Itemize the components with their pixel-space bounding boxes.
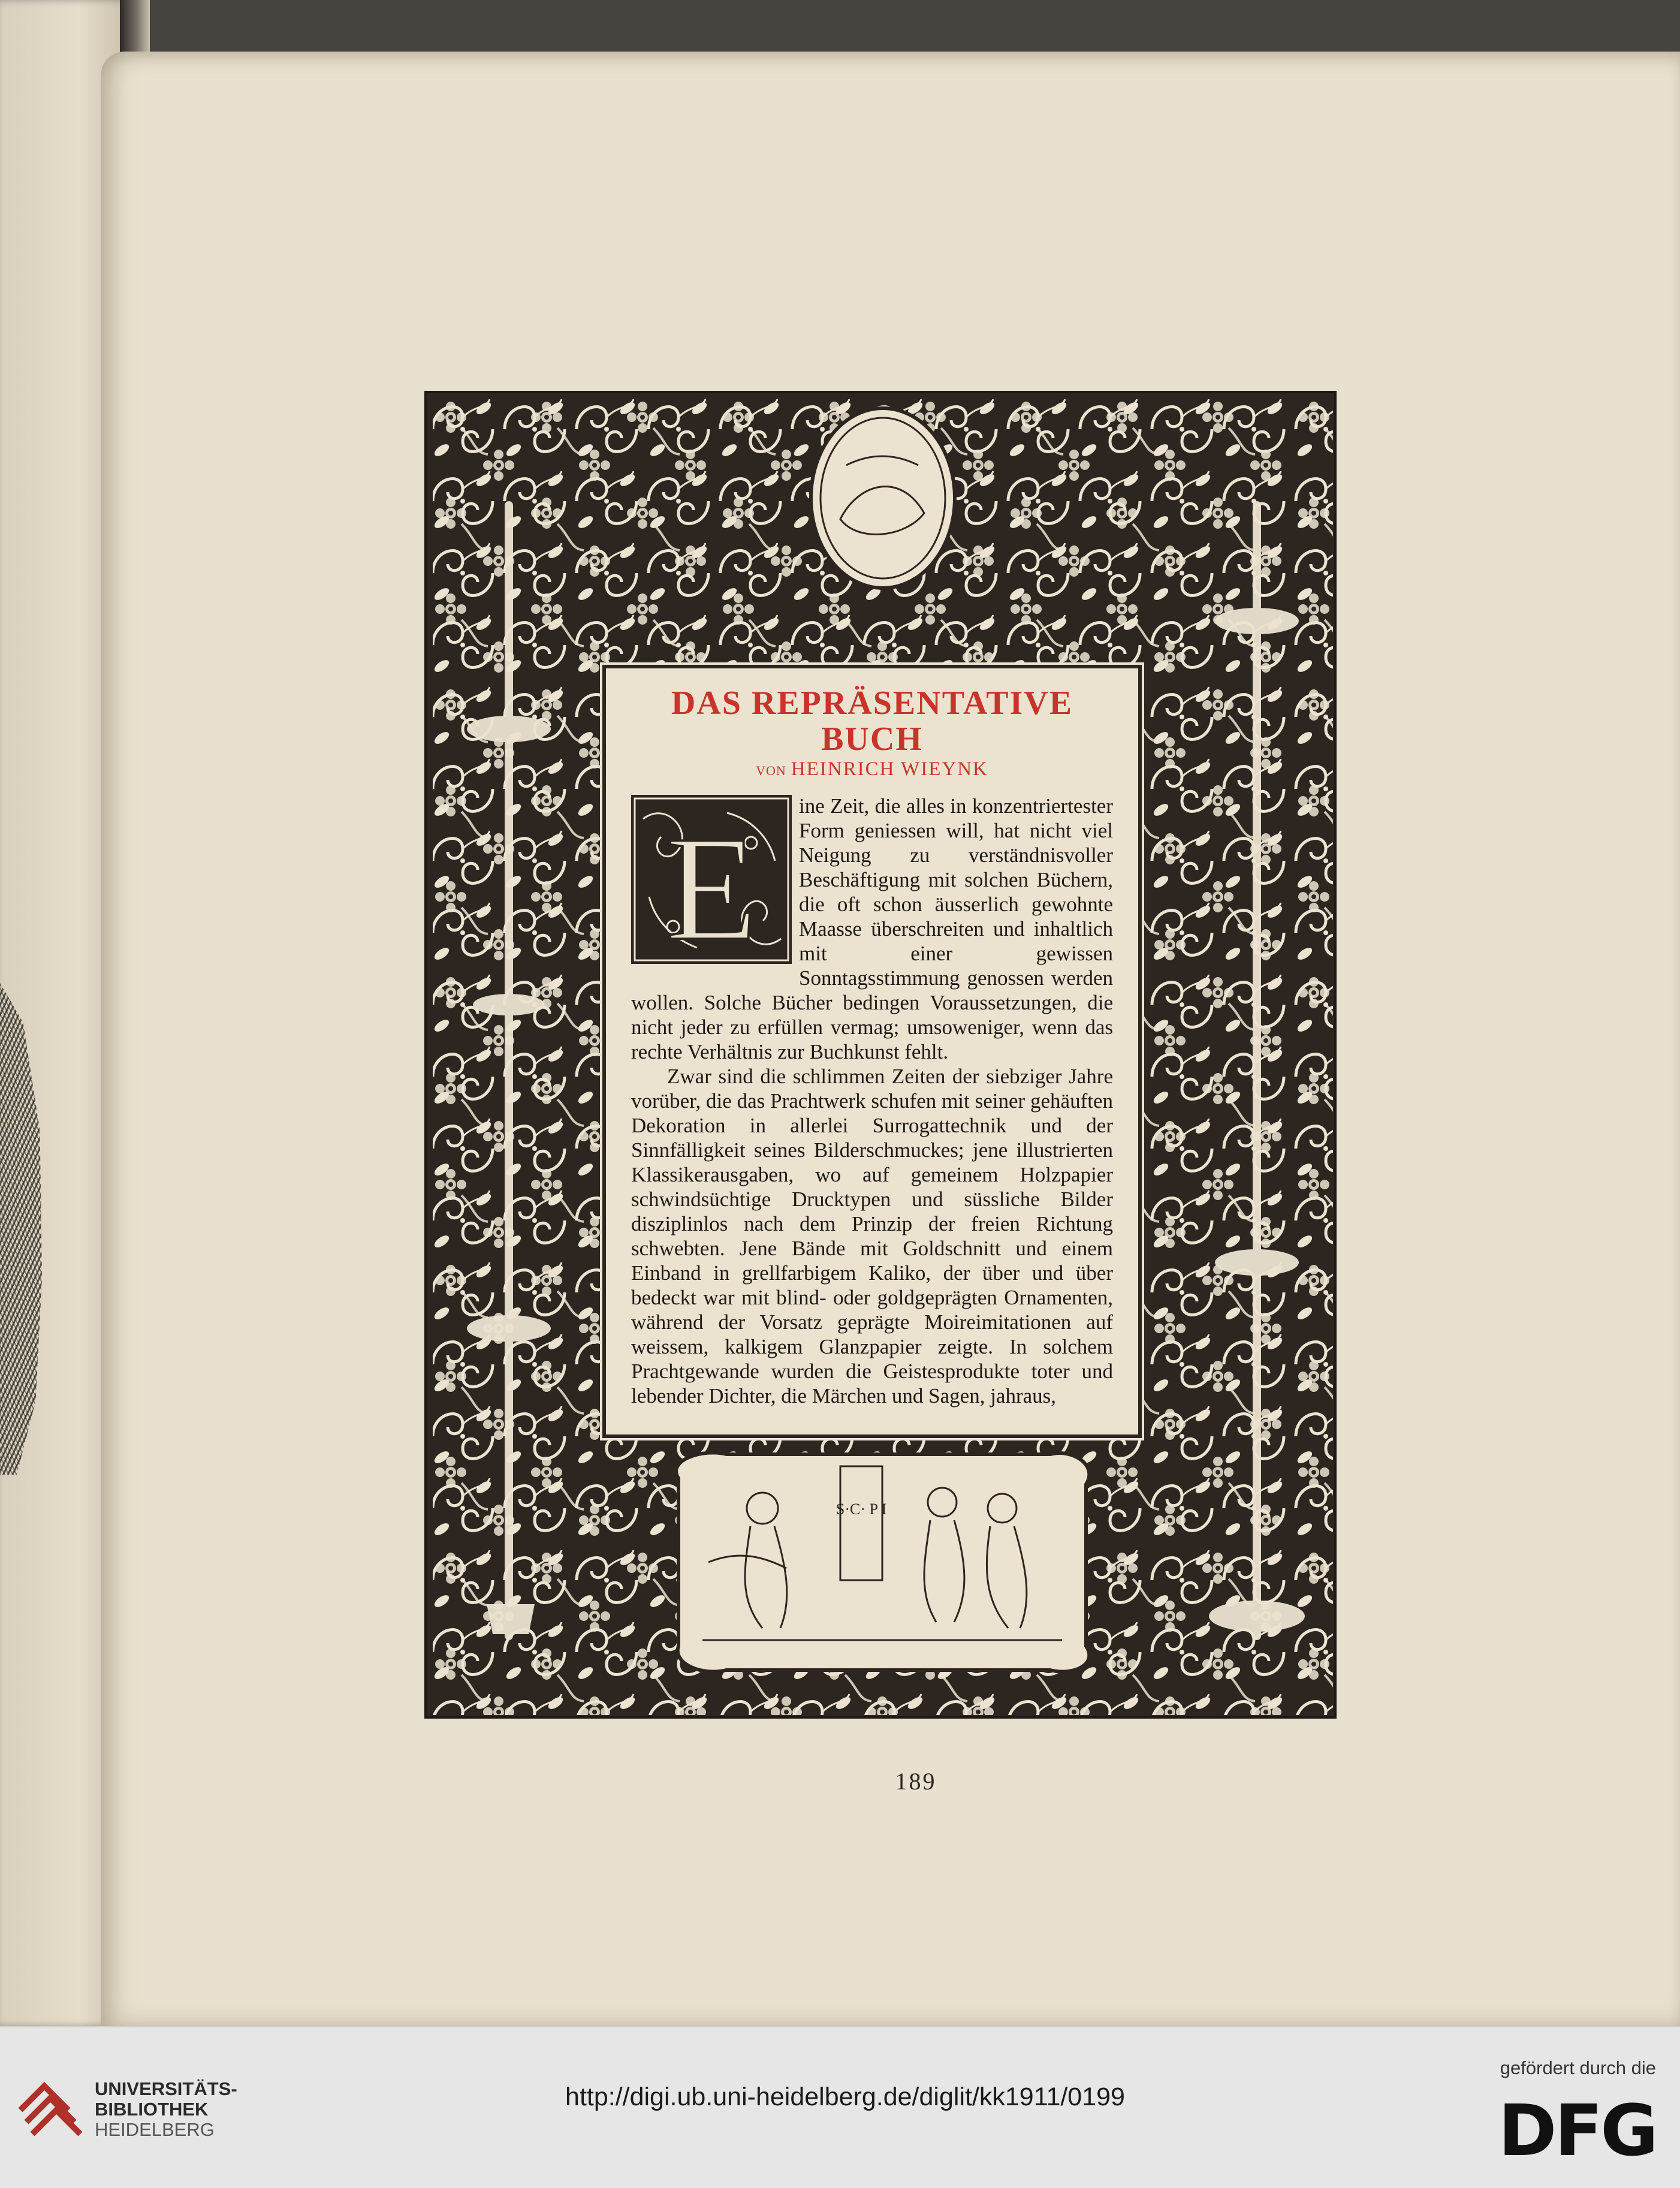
article-title: DAS REPRÄSENTATIVE BUCH (671, 685, 1073, 758)
library-line-1: UNIVERSITÄTS- (95, 2078, 237, 2099)
library-logo-icon[interactable] (14, 2074, 86, 2140)
paragraph-2: Zwar sind die schlimmen Zeiten der siebziger Jahre vorüber, die das Prachtwerk schufen mit seiner gehäuften Dekoration in allerlei Surrogattechnik und der Sinnfälligkeit seines Bilderschmuckes; jene illustrierten Klassikerausgaben, wo auf gemeinem Holzpapier schwindsüchtige Drucktypen und süssliche Bilder disziplinlos nach dem Prinzip der freien Richtung schwebten. Jene Bände mit Goldschnitt und einem Einband in grellfarbigem Kaliko, der über und über bedeckt war mit blind- oder goldgeprägten Ornamenten, während der Vorsatz geprägte Moireimitationen auf weissem, kalkigem Glanzpapier zeigte. In solchem Prachtgewande wurden die Geistesprodukte toter und lebender Dichter, die Märchen und Sagen, jahraus, (631, 1065, 1113, 1408)
ornamental-border (424, 391, 1337, 1719)
library-line-3: HEIDELBERG (95, 2119, 215, 2140)
initial-ornament-icon (631, 795, 792, 964)
dropcap-letter: E (665, 806, 758, 964)
paragraph-1: ine Zeit, die alles in konzentriertester Form geniessen will, hat nicht viel Neigung zu verständnisvoller Beschäftigung mit solchen Büchern, die oft schon äusserlich gewohnte Maasse überschreiten und inhaltlich mit einer gewissen Sonntagsstimmung genossen werden wollen. Solche Bücher bedingen Voraussetzungen, die nicht jeder zu erfüllen vermag; umsoweniger, wenn das rechte Verhältnis zur Buchkunst fehlt. (631, 794, 1113, 1063)
byline-prefix: VON (756, 763, 786, 778)
text-panel (602, 665, 1142, 1438)
article-byline (631, 757, 1113, 783)
ornamental-initial (631, 795, 792, 964)
library-line-2: BIBLIOTHEK (95, 2099, 209, 2120)
library-name[interactable] (95, 2079, 237, 2140)
book-page (101, 52, 1680, 2026)
author-name: HEINRICH WIEYNK (791, 758, 988, 780)
plaque-text: S·C· P I (836, 1500, 887, 1518)
funded-by-label: gefördert durch die (1500, 2057, 1656, 2078)
viewer-footer (0, 2026, 1680, 2188)
article-body (631, 794, 1113, 1408)
permalink-url[interactable]: http://digi.ub.uni-heidelberg.de/diglit/kk1911/0199 (565, 2082, 1125, 2111)
dfg-logo[interactable]: DFG (1498, 2089, 1656, 2172)
page-number: 189 (895, 1768, 937, 1795)
article-text-block (631, 685, 1113, 1408)
